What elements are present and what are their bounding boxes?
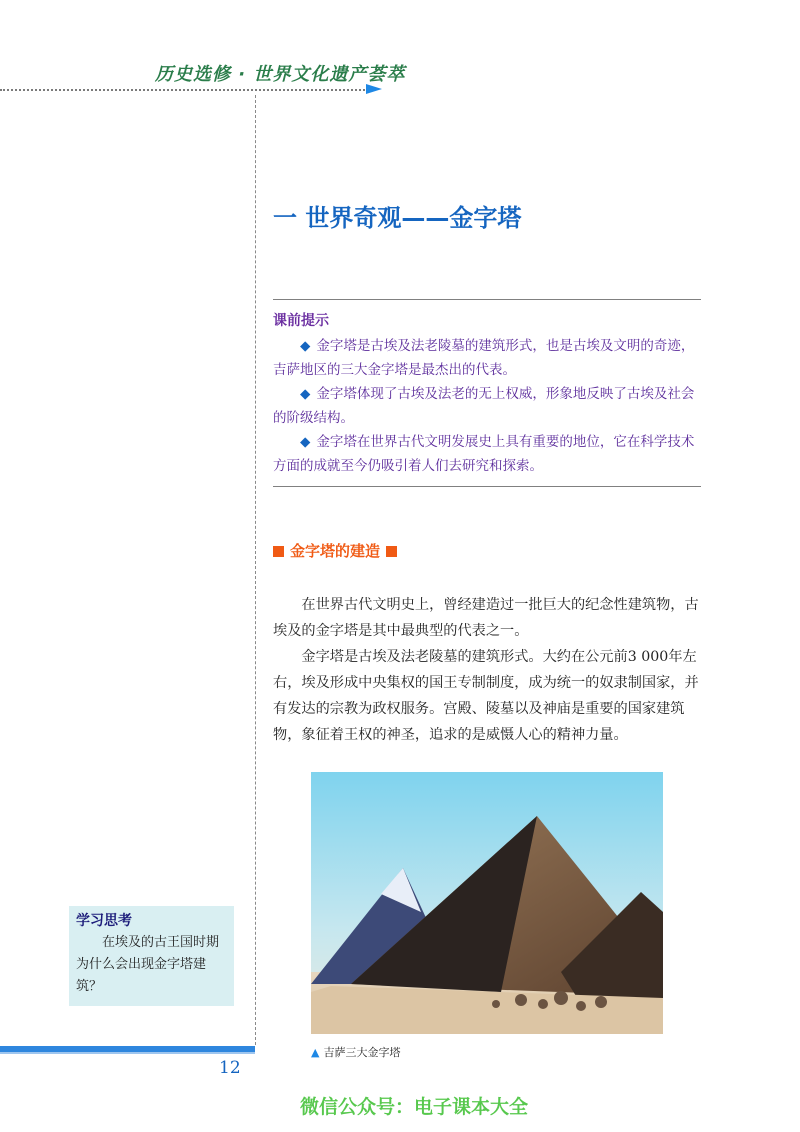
tips-item: ◆ 金字塔体现了古埃及法老的无上权威，形象地反映了古埃及社会的阶级结构。 bbox=[273, 386, 695, 426]
pyramids-photo bbox=[311, 772, 663, 1034]
think-text: 在埃及的古王国时期为什么会出现金字塔建筑？ bbox=[76, 935, 220, 994]
pre-lesson-tips bbox=[273, 299, 701, 487]
chapter-title: 一 世界奇观——金字塔 bbox=[273, 204, 522, 232]
photo-caption: ▲ 吉萨三大金字塔 bbox=[311, 1046, 401, 1059]
body-paragraph: 在世界古代文明史上，曾经建造过一批巨大的纪念性建筑物，古埃及的金字塔是其中最典型的代表之一。 bbox=[273, 597, 699, 639]
diamond-bullet-icon: ◆ bbox=[300, 338, 311, 354]
orange-square-icon bbox=[386, 546, 397, 557]
tips-title: 课前提示 bbox=[273, 313, 329, 329]
body-paragraph: 金字塔是古埃及法老陵墓的建筑形式。大约在公元前3 000年左右，埃及形成中央集权的国王专制制度，成为统一的奴隶制国家，并有发达的宗教为政权服务。宫殿、陵墓以及神庙是重要的国家建筑物，象征着王权的神圣，追求的是威慑人心的精神力量。 bbox=[273, 649, 699, 743]
triangle-up-icon: ▲ bbox=[311, 1046, 320, 1059]
vertical-dashed-divider bbox=[255, 95, 256, 1045]
bottom-bar-shadow bbox=[0, 1052, 255, 1054]
study-think-box bbox=[69, 906, 234, 1006]
diamond-bullet-icon: ◆ bbox=[300, 386, 311, 402]
diamond-bullet-icon: ◆ bbox=[300, 434, 311, 450]
orange-square-icon bbox=[273, 546, 284, 557]
tips-item: ◆ 金字塔在世界古代文明发展史上具有重要的地位，它在科学技术方面的成就至今仍吸引着人们去研究和探索。 bbox=[273, 434, 695, 474]
tips-item: ◆ 金字塔是古埃及法老陵墓的建筑形式，也是古埃及文明的奇迹，吉萨地区的三大金字塔是最杰出的代表。 bbox=[273, 338, 695, 378]
watermark: 微信公众号：电子课本大全 bbox=[300, 1096, 529, 1118]
page-number: 12 bbox=[219, 1058, 241, 1078]
header-title: 历史选修 · 世界文化遗产荟萃 bbox=[155, 64, 406, 85]
arrow-right-icon bbox=[366, 84, 382, 94]
think-title: 学习思考 bbox=[76, 913, 132, 929]
body-text bbox=[273, 592, 703, 748]
section-heading: 金字塔的建造 bbox=[273, 540, 397, 561]
header-dotted-rule bbox=[0, 89, 368, 91]
